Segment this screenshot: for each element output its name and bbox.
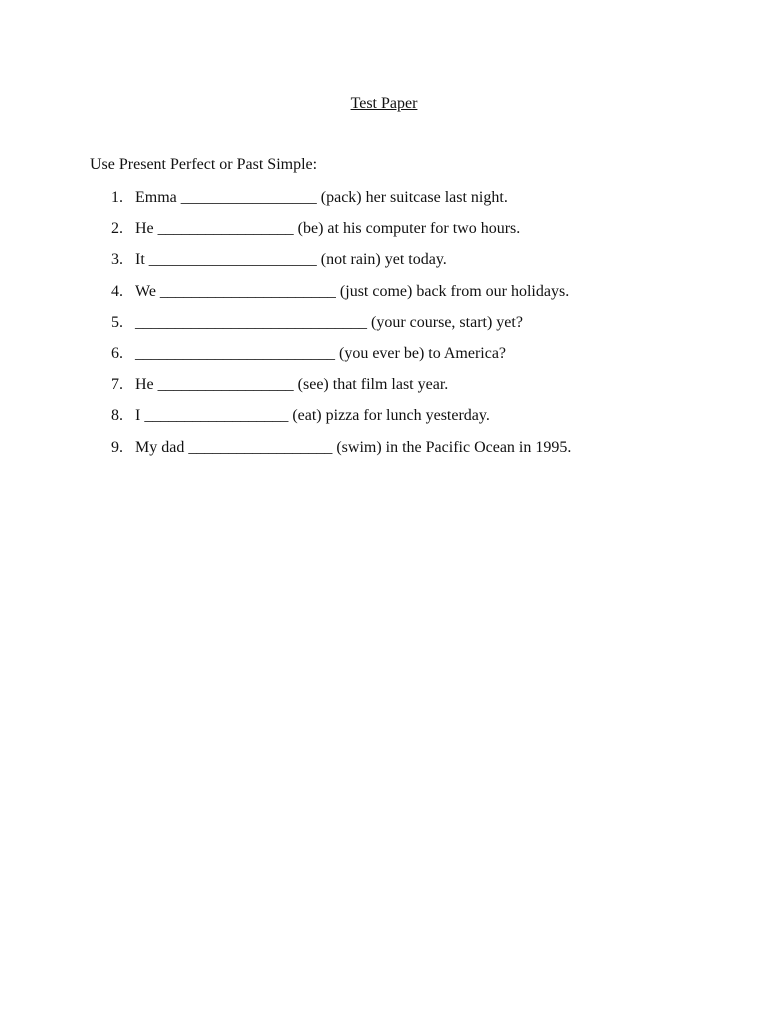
exercise-item <box>0 186 768 217</box>
exercise-list <box>0 186 768 467</box>
exercise-item <box>0 342 768 373</box>
exercise-number: 2. <box>111 220 123 238</box>
exercise-item <box>0 248 768 279</box>
exercise-number: 8. <box>111 407 123 425</box>
exercise-number: 6. <box>111 344 123 362</box>
exercise-item <box>0 311 768 342</box>
exercise-number: 1. <box>111 189 123 206</box>
exercise-sentence: It _____________________ (not rain) yet today. <box>135 251 447 269</box>
exercise-number: 3. <box>111 251 123 269</box>
exercise-sentence: He _________________ (see) that film last year. <box>135 376 449 394</box>
exercise-item <box>0 280 768 311</box>
instruction-text: Use Present Perfect or Past Simple: <box>90 156 318 173</box>
exercise-sentence: I __________________ (eat) pizza for lunch yesterday. <box>135 407 490 425</box>
exercise-sentence: _____________________________ (your course, start) yet? <box>135 313 523 331</box>
exercise-sentence: _________________________ (you ever be) to America? <box>135 344 507 362</box>
exercise-number: 9. <box>111 438 123 456</box>
exercise-sentence: My dad __________________ (swim) in the Pacific Ocean in 1995. <box>135 438 572 456</box>
exercise-number: 4. <box>111 282 123 300</box>
exercise-item <box>0 373 768 404</box>
page-title: Test Paper <box>350 95 418 112</box>
exercise-number: 7. <box>111 376 123 394</box>
exercise-item <box>0 436 768 467</box>
exercise-item <box>0 217 768 248</box>
exercise-sentence: We ______________________ (just come) back from our holidays. <box>135 282 570 300</box>
exercise-item <box>0 404 768 435</box>
exercise-sentence: He _________________ (be) at his computer for two hours. <box>135 220 521 238</box>
exercise-number: 5. <box>111 313 123 331</box>
exercise-sentence: Emma _________________ (pack) her suitcase last night. <box>135 189 508 206</box>
